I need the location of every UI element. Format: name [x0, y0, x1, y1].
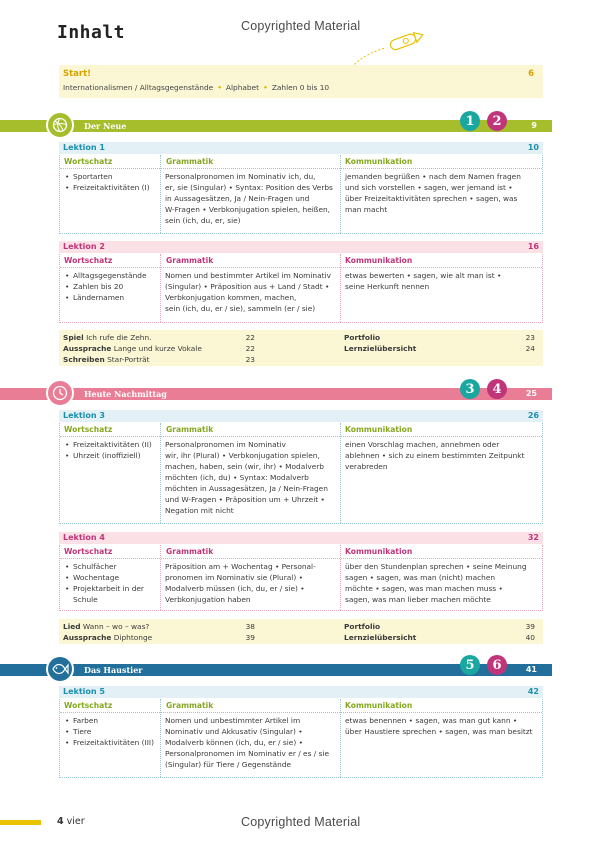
unit-badge-2: 2: [487, 111, 507, 131]
start-title: Start!: [63, 69, 92, 79]
clock-icon: [46, 379, 74, 407]
extras-2-right: Portfolio 39 Lernzielübersicht 40: [344, 622, 535, 642]
start-box: [59, 65, 543, 98]
lektion-4-table: Wortschatz Grammatik Kommunikation • Schulfächer • Wochentage • Projektarbeit in der Schule Präposition am + Wochentag • Personal- pronomen im Nominativ sie (Plural) • Modalverb müssen (ich, du, er / sie) • Verbkonjugation haben über den Stundenplan sprechen • seine Meinung sagen • sagen, was man (nicht) machen möchte • sagen, was man machen muss • sagen, was man lieber machen möchte: [59, 545, 543, 611]
volleyball-icon: [46, 111, 74, 139]
fish-icon: [46, 655, 74, 683]
footer-accent: [0, 820, 41, 825]
lektion-4-header: Lektion 4 32: [59, 532, 543, 544]
unit-badge-1: 1: [460, 111, 480, 131]
lektion-5-header: Lektion 5 42: [59, 686, 543, 698]
start-page: 6: [528, 69, 534, 79]
page-number: 4 vier: [57, 816, 85, 827]
extras-2-left: Lied Wann – wo – was? 38 Aussprache Diphtonge 39: [63, 622, 255, 642]
lektion-5-table: Wortschatz Grammatik Kommunikation • Farben • Tiere • Freizeitaktivitäten (III) Nomen und unbestimmter Artikel im Nominativ und Akkusativ (Singular) • Modalverb können (ich, du, er / sie) • Personalpronomen im Nominativ er / es / sie (Singular) für Tiere / Gegenstände etwas benennen • sagen, was man gut kann • über Haustiere sprechen • sagen, was man besitzt: [59, 699, 543, 778]
lektion-3-table: Wortschatz Grammatik Kommunikation • Freizeitaktivitäten (II) • Uhrzeit (inoffiziell) Personalpronomen im Nominativ wir, ihr (Plural) • Verbkonjugation spielen, machen, haben, sein (wir, ihr) • Modalverb möchten (ich, du) • Syntax: Modalverb möchten in Aussagesätzen, Ja / Nein-Fragen und W-Fragen • Präposition um + Uhrzeit • Negation mit nicht einen Vorschlag machen, annehmen oder ablehnen • sich zu einem bestimmten Zeitpunkt verabreden: [59, 423, 543, 524]
lektion-2-header: Lektion 2 16: [59, 241, 543, 253]
extras-1-right: Portfolio 23 Lernzielübersicht 24: [344, 333, 535, 353]
lektion-1-header: Lektion 1 10: [59, 142, 543, 154]
unit-badge-5: 5: [460, 655, 480, 675]
unit-name-3: Das Haustier: [84, 665, 143, 675]
unit-page-1: 9: [531, 121, 537, 130]
unit-page-2: 25: [525, 389, 537, 398]
extras-1-left: Spiel Ich rufe die Zehn. 22 Aussprache Lange und kurze Vokale 22 Schreiben Star-Porträt 23: [63, 333, 255, 364]
lektion-1-table: Wortschatz Grammatik Kommunikation • Sportarten • Freizeitaktivitäten (I) Personalpronomen im Nominativ ich, du, er, sie (Singular) • Syntax: Position des Verbs in Aussagesätzen, Ja / Nein-Fragen und W-Fragen • Verbkonjugation spielen, heißen, sein (ich, du, er, sie) jemanden begrüßen • nach dem Namen fragen und sich vorstellen • sagen, wer jemand ist • über Freizeitaktivitäten sprechen • sagen, was man macht: [59, 155, 543, 234]
lektion-2-table: Wortschatz Grammatik Kommunikation • Alltagsgegenstände • Zahlen bis 20 • Ländernamen Nomen und bestimmter Artikel im Nominativ (Singular) • Präposition aus + Land / Stadt • Verbkonjugation kommen, machen, sein (ich, du, er / sie), sammeln (er / sie) etwas bewerten • sagen, wie alt man ist • seine Herkunft nennen: [59, 254, 543, 323]
watermark-top: Copyrighted Material: [241, 19, 361, 33]
unit-page-3: 41: [525, 665, 537, 674]
unit-badge-3: 3: [460, 379, 480, 399]
watermark-bottom: Copyrighted Material: [241, 815, 361, 829]
unit-badge-6: 6: [487, 655, 507, 675]
unit-name-2: Heute Nachmittag: [84, 389, 167, 399]
start-items: Internationalismen / Alltagsgegenstände • Alphabet • Zahlen 0 bis 10: [63, 83, 330, 92]
lektion-3-header: Lektion 3 26: [59, 410, 543, 422]
page-title: Inhalt: [57, 22, 126, 43]
unit-name-1: Der Neue: [84, 121, 127, 131]
unit-badge-4: 4: [487, 379, 507, 399]
